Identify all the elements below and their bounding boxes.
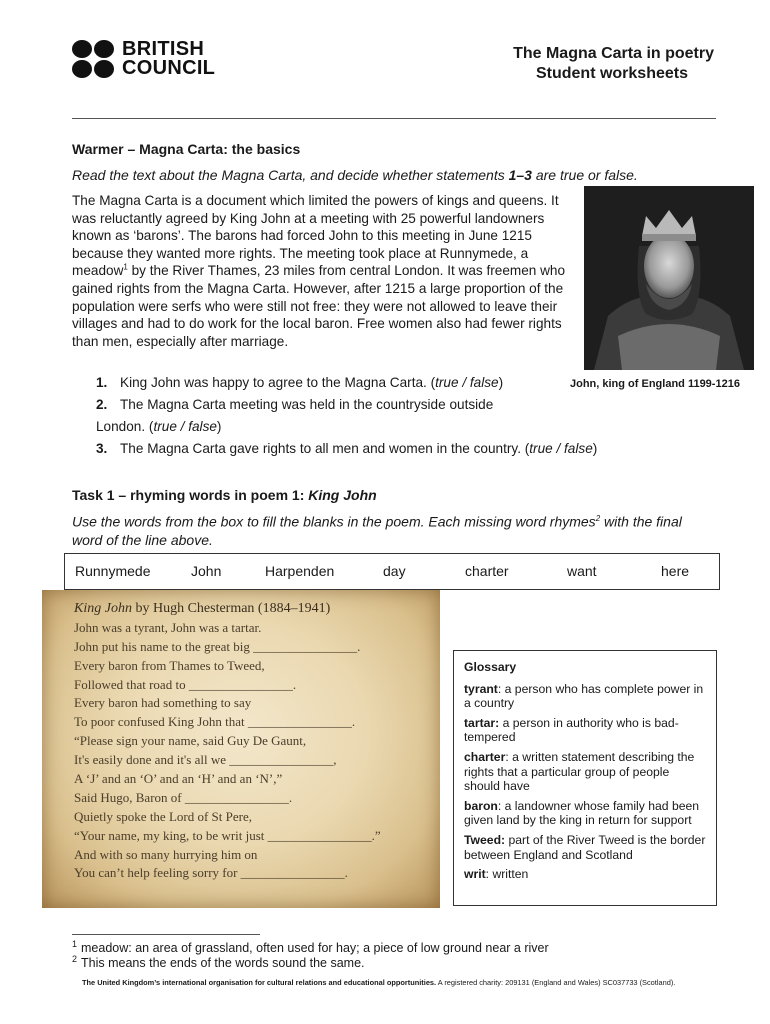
word-box-item: John: [191, 563, 222, 579]
document-title: [454, 44, 714, 84]
word-box-item: charter: [465, 563, 509, 579]
poem-line: John put his name to the great big ________________.: [74, 638, 361, 654]
glossary-entry: charter: a written statement describing the rights that a particular group of people should have: [464, 749, 695, 794]
portrait-caption: John, king of England 1199-1216: [570, 378, 740, 390]
poem-line: “Your name, my king, to be writ just ________________.”: [74, 827, 381, 843]
magna-carta-paragraph: The Magna Carta is a document which limited the powers of kings and queens. It was reluctantly agreed by King John at a meeting with 25 powerful landowners known as ‘barons’. The barons had forced John to this meeting in June 1215 because they wanted more rights. The meeting took place at Runnymede, a meadow$^1$ by the River Thames, 23 miles from central London. It was freemen who gained rights from the Magna Carta. However, after 1215 a large proportion of the population were serfs who were still not free: they were not allowed to leave their villages and had to do work for the local baron. Free women also had fewer rights than men, especially after marriage.: [72, 193, 566, 349]
warmer-instruction: Read the text about the Magna Carta, and decide whether statements 1–3 are true or false.: [72, 167, 638, 183]
poem-line: Followed that road to ________________.: [74, 676, 297, 692]
page-footer: The United Kingdom’s international organisation for cultural relations and educational opportunities. A registered charity: 209131 (England and Wales) SC037733 (Scotland).: [82, 978, 676, 987]
title-line-2: Student worksheets: [535, 65, 688, 82]
poem-line: You can’t help feeling sorry for ________________.: [74, 865, 348, 881]
glossary-title: Glossary: [464, 660, 517, 674]
glossary-entry: Tweed: part of the River Tweed is the border between England and Scotland: [464, 832, 706, 862]
glossary-entry: writ: written: [464, 867, 529, 882]
task1-heading: Task 1 – rhyming words in poem 1: King John: [72, 487, 377, 503]
poem-king-john: [74, 600, 381, 883]
word-box-item: here: [661, 563, 690, 579]
word-box: [64, 553, 720, 590]
poem-line: Quietly spoke the Lord of St Pere,: [74, 808, 252, 824]
glossary-entry: tyrant: a person who has complete power in a country: [464, 681, 704, 711]
footnote-1: $^1$ meadow: an area of grassland, often used for hay; a piece of low ground near a river: [72, 938, 549, 955]
word-box-item: Harpenden: [265, 563, 335, 579]
footnote-ref-1: 1: [123, 262, 128, 272]
poem-title: King John by Hugh Chesterman (1884–1941): [74, 601, 331, 616]
poem-line: “Please sign your name, said Guy De Gaunt,: [74, 733, 307, 749]
logo-wordmark: BRITISH COUNCIL: [122, 38, 216, 79]
poem-line: Every baron from Thames to Tweed,: [74, 657, 265, 673]
footnote-divider: [72, 934, 260, 935]
word-box-item: day: [383, 563, 406, 579]
header-divider: [72, 118, 716, 119]
poem-line: Every baron had something to say: [74, 695, 252, 711]
glossary-entry: tartar: a person in authority who is bad-tempered: [464, 715, 679, 745]
warmer-heading: Warmer – Magna Carta: the basics: [72, 141, 301, 157]
statement-2: 2. The Magna Carta meeting was held in the countryside outside: [96, 397, 494, 412]
task1-instruction: Use the words from the box to fill the blanks in the poem. Each missing word rhymes$^2$ with the final word of the line above.: [72, 513, 682, 548]
statement-1: 1. King John was happy to agree to the Magna Carta. (true / false): [96, 375, 504, 390]
logo-dots-icon: [72, 40, 114, 78]
poem-line: John was a tyrant, John was a tartar.: [74, 619, 262, 635]
word-box-item: Runnymede: [75, 563, 151, 579]
british-council-logo: [72, 40, 215, 78]
footnote-2: $^2$ This means the ends of the words sound the same.: [72, 953, 365, 970]
statement-2-continued: London. ( true / false ): [96, 419, 222, 434]
word-box-item: want: [567, 563, 597, 579]
king-john-portrait: [584, 186, 754, 370]
poem-line: A ‘J’ and an ‘O’ and an ‘H’ and an ‘N’,”: [74, 771, 283, 787]
poem-line: It's easily done and it's all we ________________,: [74, 752, 337, 768]
glossary-box: [453, 650, 717, 906]
poem-line: To poor confused King John that ________________.: [74, 714, 356, 730]
glossary-entry: baron: a landowner whose family had been given land by the king in return for support: [464, 798, 700, 828]
poem-line: And with so many hurrying him on: [74, 846, 258, 862]
title-line-1: The Magna Carta in poetry: [513, 45, 714, 62]
statement-3: 3. The Magna Carta gave rights to all men and women in the country. (true / false): [96, 441, 598, 456]
poem-line: Said Hugo, Baron of ________________.: [74, 789, 293, 805]
statements-list: [96, 372, 656, 460]
